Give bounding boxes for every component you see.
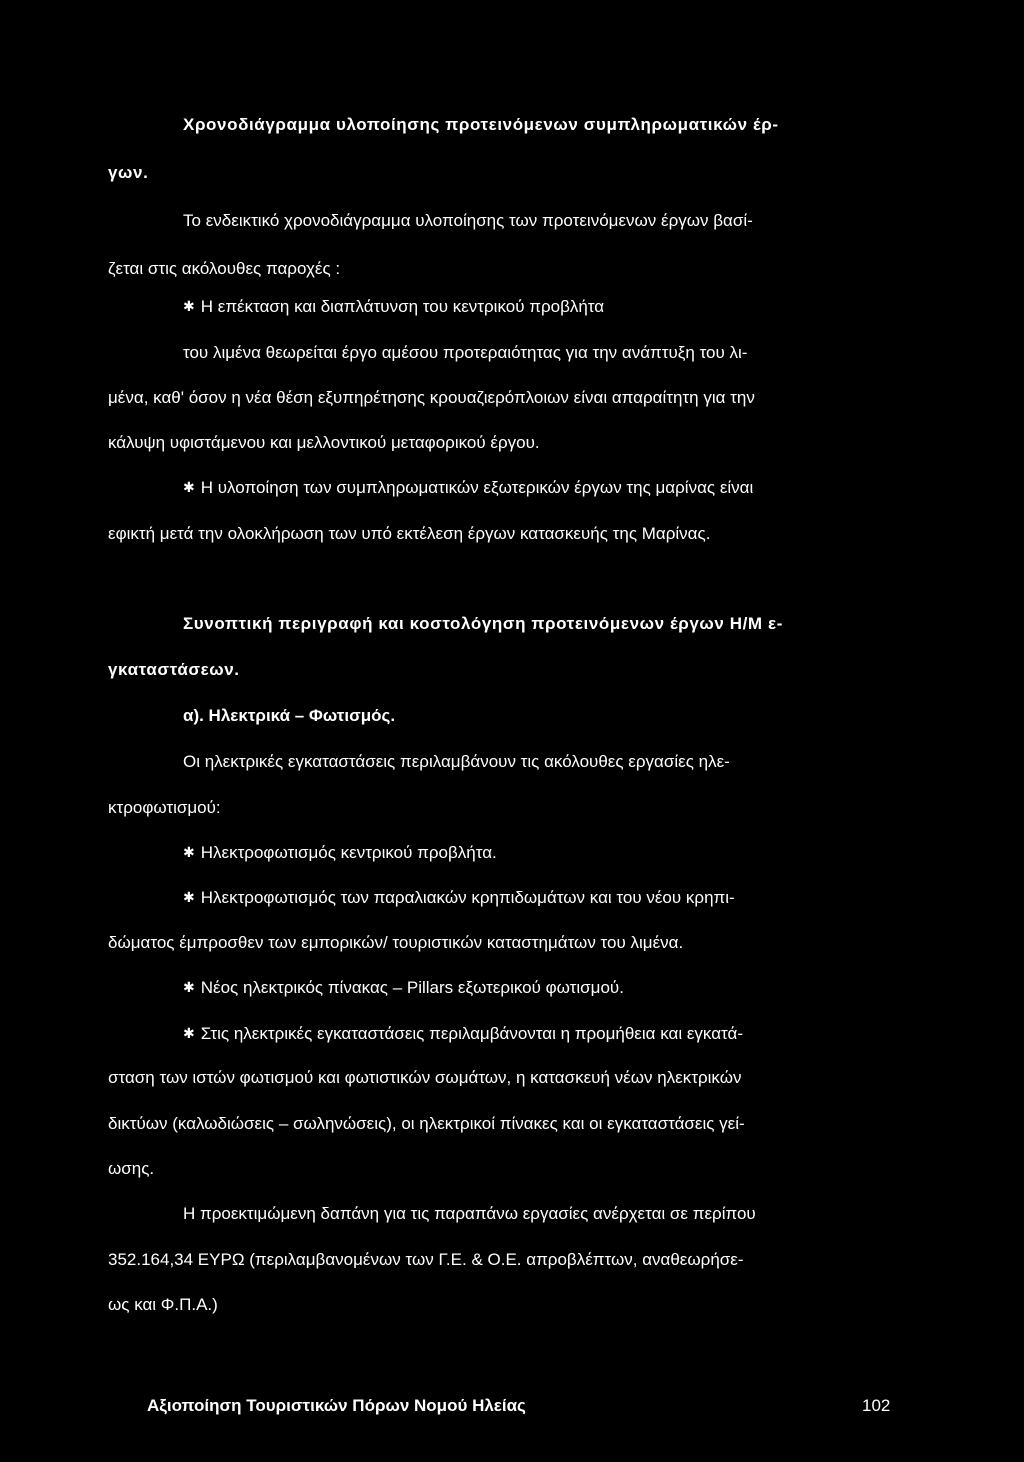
section2-bullet2 [183, 888, 735, 908]
section2-bullet4-line1: Στις ηλεκτρικές εγκαταστάσεις περιλαμβάνονται η προμήθεια και εγκατά- [200, 1024, 743, 1043]
asterisk-bullet-icon: ✱ [183, 298, 195, 314]
section2-cost-line1: Η προεκτιμώμενη δαπάνη για τις παραπάνω εργασίες ανέρχεται σε περίπου [183, 1204, 756, 1223]
section2-bullet1-text: Ηλεκτροφωτισμός κεντρικού προβλήτα. [200, 843, 497, 862]
section2-bullet2-line1: Ηλεκτροφωτισμός των παραλιακών κρηπιδωμάτων και του νέου κρηπι- [200, 888, 735, 907]
section1-intro-line1: Το ενδεικτικό χρονοδιάγραμμα υλοποίησης των προτεινόμενων έργων βασί- [183, 211, 753, 230]
section1-bullet2-line1: Η υλοποίηση των συμπληρωματικών εξωτερικών έργων της μαρίνας είναι [200, 478, 754, 497]
section2-heading-line2: γκαταστάσεων. [108, 660, 240, 679]
section1-bullet1-line2: του λιμένα θεωρείται έργο αμέσου προτεραιότητας για την ανάπτυξη του λι- [183, 343, 748, 362]
section2-bullet2-line2: δώματος έμπροσθεν των εμπορικών/ τουριστικών καταστημάτων του λιμένα. [108, 933, 684, 952]
section1-heading-line1: Χρονοδιάγραμμα υλοποίησης προτεινόμενων συμπληρωματικών έρ- [183, 115, 779, 134]
section1-intro-line2: ζεται στις ακόλουθες παροχές : [108, 259, 341, 278]
section2-cost-line2: 352.164,34 ΕΥΡΩ (περιλαμβανομένων των Γ.Ε. & Ο.Ε. απροβλέπτων, αναθεωρήσε- [108, 1250, 744, 1269]
section1-bullet2 [183, 478, 753, 498]
section2-cost-line3: ως και Φ.Π.Α.) [108, 1295, 218, 1314]
section2-bullet1 [183, 843, 497, 863]
section2-bullet4-line2: σταση των ιστών φωτισμού και φωτιστικών σωμάτων, η κατασκευή νέων ηλεκτρικών [108, 1068, 742, 1087]
section2-heading-line1: Συνοπτική περιγραφή και κοστολόγηση προτεινόμενων έργων Η/Μ ε- [183, 614, 783, 633]
section2-bullet4-line3: δικτύων (καλωδιώσεις – σωληνώσεις), οι ηλεκτρικοί πίνακες και οι εγκαταστάσεις γεί- [108, 1114, 745, 1133]
asterisk-bullet-icon: ✱ [183, 1025, 195, 1041]
asterisk-bullet-icon: ✱ [183, 844, 195, 860]
section1-bullet2-line2: εφικτή μετά την ολοκλήρωση των υπό εκτέλεση έργων κατασκευής της Μαρίνας. [108, 524, 711, 543]
section2-intro-line2: κτροφωτισμού: [108, 798, 221, 817]
section1-bullet1-line3: μένα, καθ' όσον η νέα θέση εξυπηρέτησης κρουαζιερόπλοιων είναι απαραίτητη για την [108, 388, 755, 407]
section2-intro-line1: Οι ηλεκτρικές εγκαταστάσεις περιλαμβάνουν τις ακόλουθες εργασίες ηλε- [183, 752, 730, 771]
page-number: 102 [862, 1396, 891, 1415]
section2-bullet4 [183, 1024, 743, 1044]
section2-bullet3-text: Νέος ηλεκτρικός πίνακας – Pillars εξωτερικού φωτισμού. [200, 978, 624, 997]
asterisk-bullet-icon: ✱ [183, 889, 195, 905]
section1-bullet1-line4: κάλυψη υφιστάμενου και μελλοντικού μεταφορικού έργου. [108, 433, 540, 452]
section2-subheading: α). Ηλεκτρικά – Φωτισμός. [183, 706, 396, 725]
section1-heading-line2: γων. [108, 163, 149, 182]
asterisk-bullet-icon: ✱ [183, 979, 195, 995]
section1-bullet1 [183, 297, 604, 317]
section2-bullet3 [183, 978, 624, 998]
asterisk-bullet-icon: ✱ [183, 479, 195, 495]
section1-bullet1-line1: Η επέκταση και διαπλάτυνση του κεντρικού προβλήτα [200, 297, 605, 316]
section2-bullet4-line4: ωσης. [108, 1159, 155, 1178]
footer-title: Αξιοποίηση Τουριστικών Πόρων Νομού Ηλείας [147, 1396, 526, 1415]
